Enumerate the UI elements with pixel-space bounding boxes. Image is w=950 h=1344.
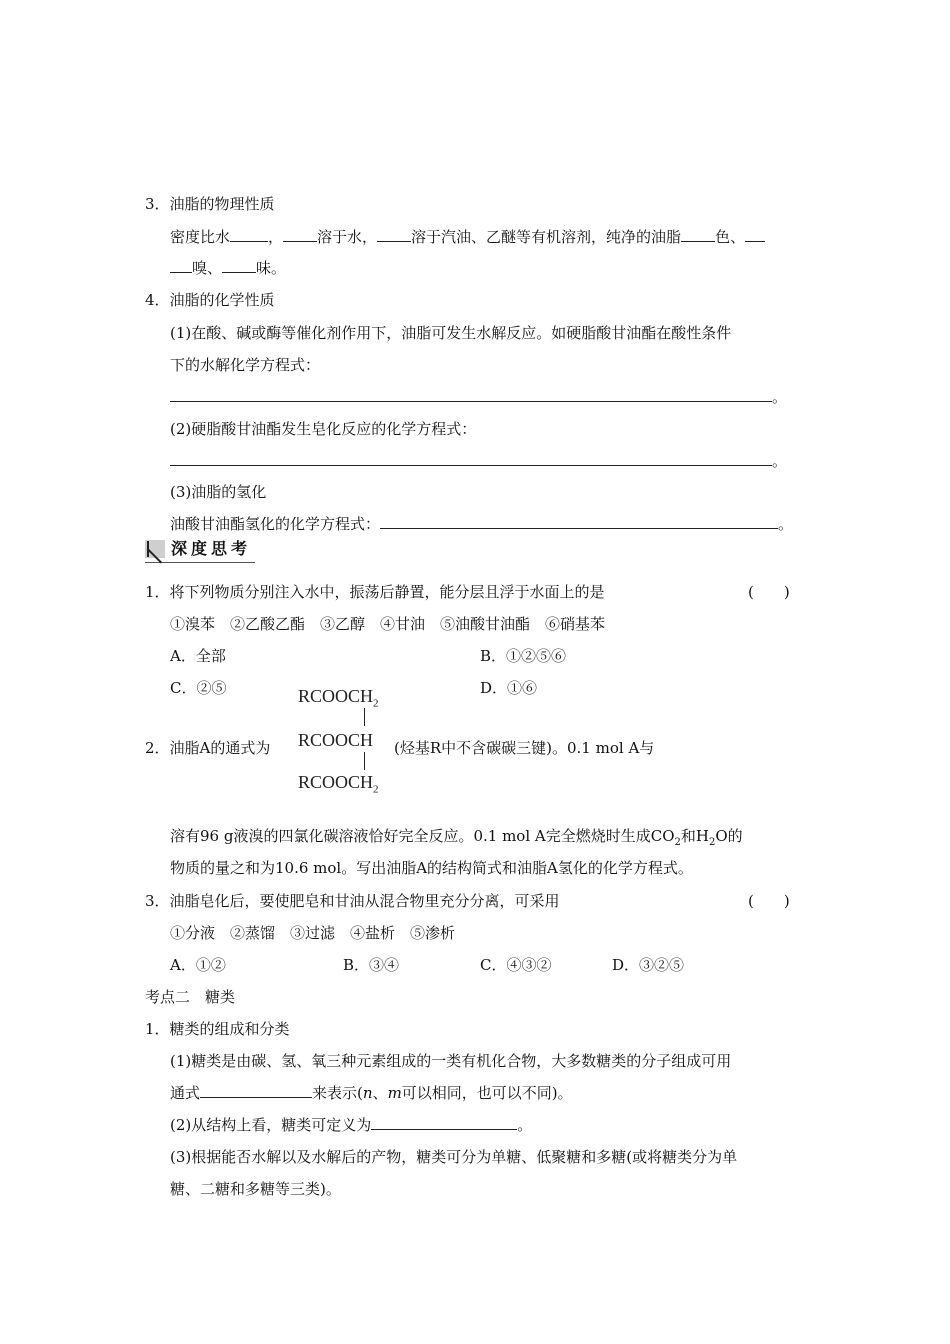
k2-p3b: 糖、二糖和多糖等三类)。 (170, 1180, 341, 1198)
fill-blank[interactable] (377, 227, 411, 242)
formula-row-1: $RCOOCH_2$ (298, 686, 379, 710)
fill-blank[interactable] (170, 258, 192, 273)
q1-option-d[interactable]: D．①⑥ (480, 679, 538, 697)
formula-bond-2 (364, 752, 365, 770)
k2-p3a: (3)根据能否水解以及水解后的产物，糖类可分为单糖、低聚糖和多糖(或将糖类分为单 (170, 1148, 738, 1166)
k2-p1a: (1)糖类是由碳、氢、氧三种元素组成的一类有机化合物，大多数糖类的分子组成可用 (170, 1052, 732, 1070)
q1-items: ①溴苯 ②乙酸乙酯 ③乙醇 ④甘油 ⑤油酸甘油酯 ⑥硝基苯 (170, 615, 606, 633)
k2-t1: 1．糖类的组成和分类 (145, 1020, 290, 1038)
q3-stem: 3．油脂皂化后，要使肥皂和甘油从混合物里充分分离，可采用 (145, 892, 560, 910)
q1-option-c[interactable]: C．②⑤ (170, 679, 227, 697)
q3-answer-paren[interactable]: ( ) (748, 892, 790, 910)
section-marker-icon (145, 540, 165, 558)
fill-blank[interactable] (371, 1115, 517, 1130)
q1-answer-paren[interactable]: ( ) (748, 583, 790, 601)
s4-title: 4．油脂的化学性质 (145, 291, 275, 309)
k2-p2: (2)从结构上看，糖类可定义为 。 (170, 1116, 533, 1134)
s4-p1a: (1)在酸、碱或酶等催化剂作用下，油脂可发生水解反应。如硬脂酸甘油酯在酸性条件 (170, 324, 732, 342)
formula-row-3: $RCOOCH_2$ (298, 772, 379, 796)
fill-blank[interactable] (200, 1083, 312, 1098)
fill-blank[interactable] (230, 227, 268, 242)
fill-blank[interactable] (681, 227, 715, 242)
s3-title: 3．油脂的物理性质 (145, 195, 275, 213)
s4-p3: (3)油脂的氢化 (170, 483, 267, 501)
fill-blank[interactable] (283, 227, 317, 242)
q3-option-c[interactable]: C．④③② (480, 956, 552, 974)
s3-line2: 嗅、 味。 (170, 258, 286, 278)
q1-option-b[interactable]: B．①②⑤⑥ (480, 647, 567, 665)
s4-answer-line-2: 。 (170, 451, 787, 471)
s4-p2: (2)硬脂酸甘油酯发生皂化反应的化学方程式： (170, 420, 477, 438)
formula-bond-1 (364, 708, 365, 726)
q1-option-a[interactable]: A．全部 (170, 647, 226, 665)
topic-heading: 考点二 糖类 (145, 988, 236, 1006)
q1-stem: 1．将下列物质分别注入水中，振荡后静置，能分层且浮于水面上的是 (145, 583, 605, 601)
q2-pre: 2．油脂A的通式为 (145, 739, 271, 757)
s4-answer-line-1: 。 (170, 387, 787, 407)
q2-line3: 物质的量之和为10.6 mol。写出油脂A的结构简式和油脂A氢化的化学方程式。 (170, 859, 693, 877)
q3-option-a[interactable]: A．①② (170, 956, 226, 974)
s4-p1b: 下的水解化学方程式： (170, 356, 321, 374)
section-title: 深度思考 (171, 539, 252, 558)
formula-row-2: RCOOCH (298, 730, 374, 750)
q3-items: ①分液 ②蒸馏 ③过滤 ④盐析 ⑤渗析 (170, 924, 456, 942)
s4-p3b: 油酸甘油酯氢化的化学方程式： 。 (170, 515, 794, 533)
fill-blank[interactable] (222, 258, 256, 273)
section-header (145, 538, 255, 563)
answer-blank[interactable] (380, 514, 778, 529)
q3-option-b[interactable]: B．③④ (343, 956, 400, 974)
answer-blank[interactable] (170, 451, 772, 466)
answer-blank[interactable] (170, 387, 772, 402)
q3-option-d[interactable]: D．③②⑤ (612, 956, 685, 974)
fill-blank[interactable] (745, 227, 765, 242)
q2-post: (烃基R中不含碳碳三键)。0.1 mol A与 (394, 739, 655, 757)
s3-line1: 密度比水 ， 溶于水， 溶于汽油、乙醚等有机溶剂，纯净的油脂 色、 (170, 227, 765, 247)
q2-line2: 溶有96 g液溴的四氯化碳溶液恰好完全反应。0.1 mol A完全燃烧时生成$CO_2$和$H_2O$的 (170, 827, 743, 848)
k2-p1b: 通式 来表示(n、m可以相同，也可以不同)。 (170, 1084, 573, 1102)
